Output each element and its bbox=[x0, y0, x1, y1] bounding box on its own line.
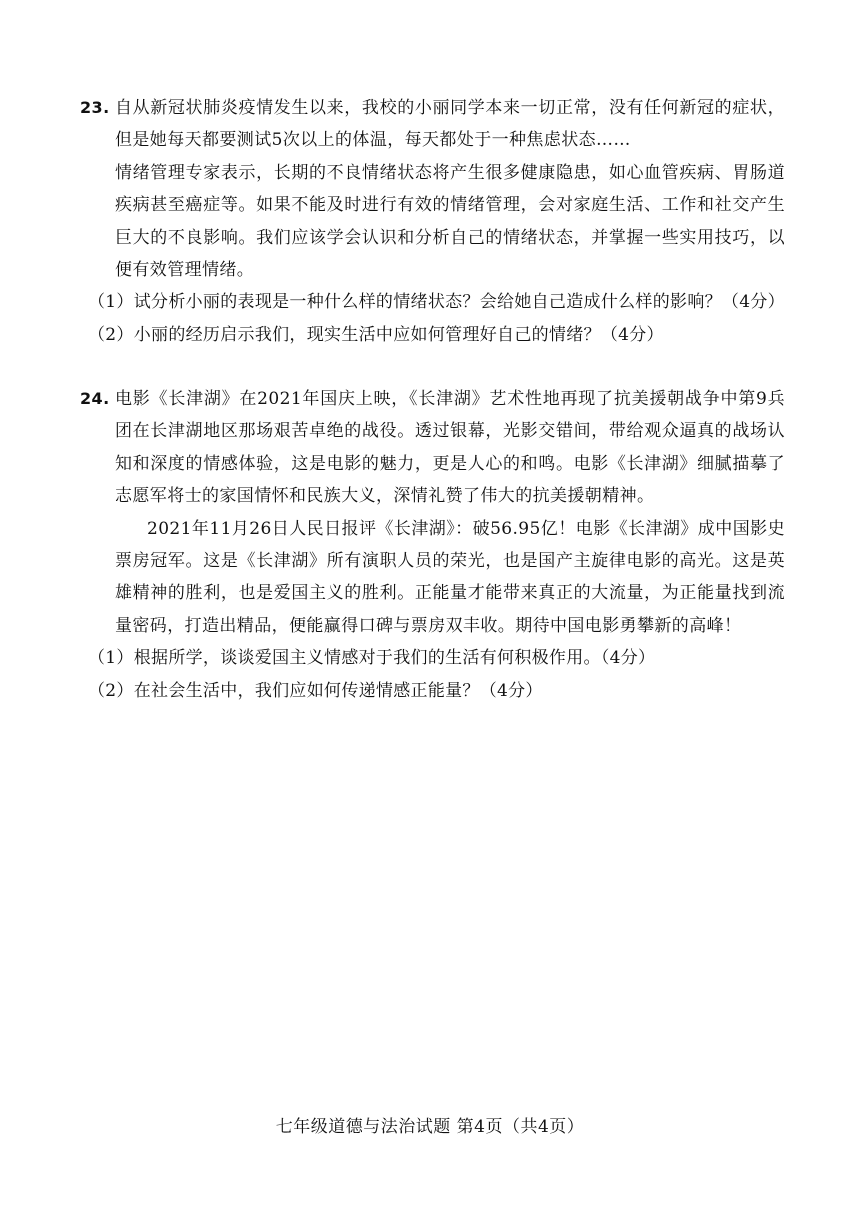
question-24-stem-block bbox=[80, 383, 785, 513]
question-24-material: 2021年11月26日人民日报评《长津湖》：破56.95亿！电影《长津湖》成中国影史票房冠军。这是《长津湖》所有演职人员的荣光，也是国产主旋律电影的高光。这是英雄精神的胜利，也是爱国主义的胜利。正能量才能带来真正的大流量，为正能量找到流量密码，打造出精品，便能赢得口碑与票房双丰收。期待中国电影勇攀新的高峰！ bbox=[115, 518, 785, 636]
question-number: 23. bbox=[80, 98, 110, 117]
question-23-sub-2: （2）小丽的经历启示我们，现实生活中应如何管理好自己的情绪？（4分） bbox=[88, 324, 664, 345]
question-24-stem: 电影《长津湖》在2021年国庆上映，《长津湖》艺术性地再现了抗美援朝战争中第9兵团在长津湖地区那场艰苦卓绝的战役。透过银幕，光影交错间，带给观众逼真的战场认知和深度的情感体验，这是电影的魅力，更是人心的和鸣。电影《长津湖》细腻描摹了志愿军将士的家国情怀和民族大义，深情礼赞了伟大的抗美援朝精神。 bbox=[115, 389, 785, 507]
question-24-sub-1: （1）根据所学，谈谈爱国主义情感对于我们的生活有何积极作用。（4分） bbox=[88, 648, 656, 669]
question-23-stem: 自从新冠状肺炎疫情发生以来，我校的小丽同学本来一切正常，没有任何新冠的症状，但是她每天都要测试5次以上的体温，每天都处于一种焦虑状态…… bbox=[115, 98, 785, 151]
question-23 bbox=[0, 92, 860, 351]
question-23-stem-block bbox=[80, 92, 785, 157]
question-24-sub-2: （2）在社会生活中，我们应如何传递情感正能量？（4分） bbox=[88, 680, 543, 701]
question-24 bbox=[0, 383, 860, 707]
question-number: 24. bbox=[80, 389, 110, 408]
question-23-material: 情绪管理专家表示，长期的不良情绪状态将产生很多健康隐患，如心血管疾病、胃肠道疾病甚至癌症等。如果不能及时进行有效的情绪管理，会对家庭生活、工作和社交产生巨大的不良影响。我们应该学会认识和分析自己的情绪状态，并掌握一些实用技巧，以便有效管理情绪。 bbox=[115, 162, 785, 281]
question-23-sub-1: （1）试分析小丽的表现是一种什么样的情绪状态？会给她自己造成什么样的影响？（4分） bbox=[88, 292, 785, 313]
page-footer: 七年级道德与法治试题 第4页（共4页） bbox=[275, 1117, 585, 1137]
